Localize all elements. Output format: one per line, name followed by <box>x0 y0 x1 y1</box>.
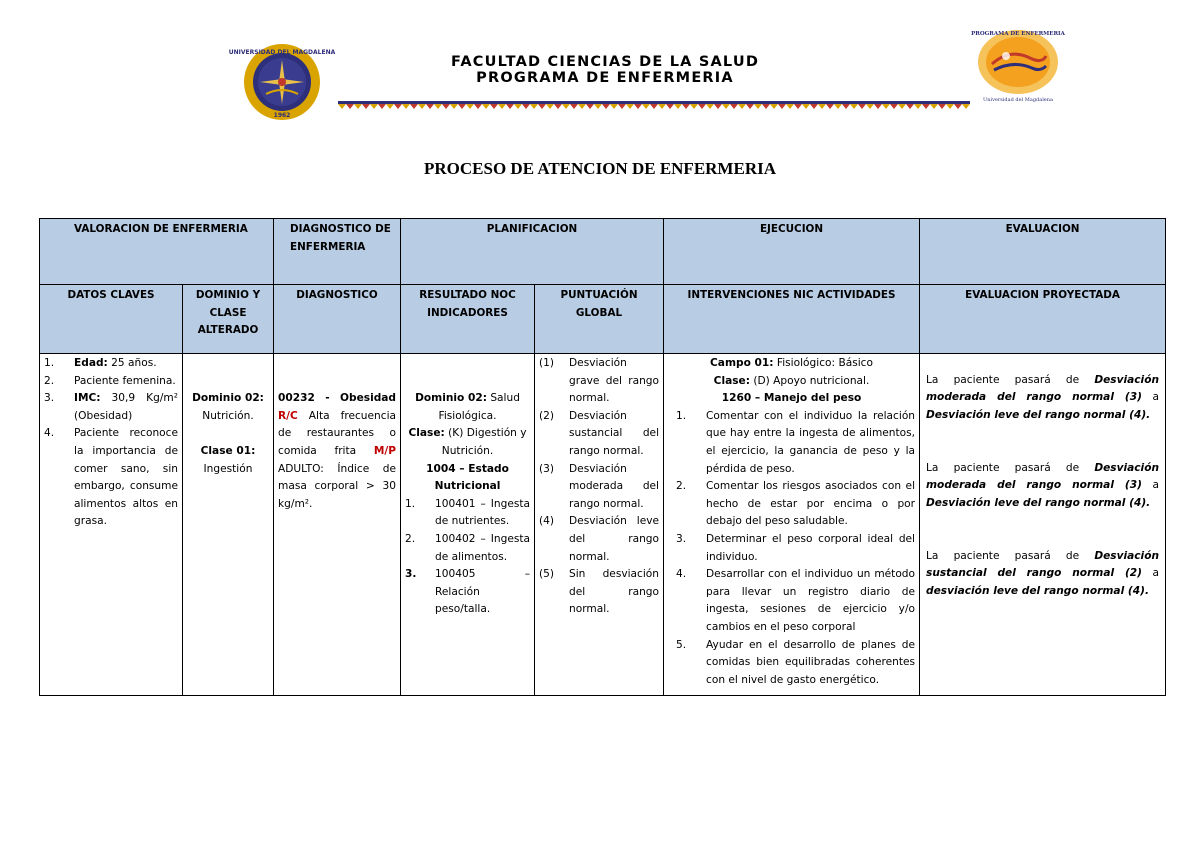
header-title <box>340 54 870 86</box>
list-item: 1. Edad: 25 años. <box>44 357 157 369</box>
list-item: (1) Desviación grave del rango normal. <box>539 357 660 405</box>
evaluacion-proyectada-cell <box>920 354 1166 696</box>
list-item: 4. Desarrollar con el individuo un método para llevar un registro diario de ingesta, sesiones de ejercicio y/o cambios en el peso corporal <box>676 568 916 633</box>
list-item: 1. Comentar con el individuo la relación que hay entre la ingesta de alimentos, el ejercicio, la ganancia de peso y la pérdida de peso. <box>676 409 916 475</box>
header-datos-claves: DATOS CLAVES <box>40 285 183 354</box>
svg-text:Universidad del Magdalena: Universidad del Magdalena <box>983 97 1053 103</box>
header-planificacion: PLANIFICACION <box>401 219 664 285</box>
list-item: (4) Desviación leve del rango normal. <box>539 515 660 563</box>
header-diagnostico-sub: DIAGNOSTICO <box>274 285 401 354</box>
header-puntuacion-global: PUNTUACIÓN GLOBAL <box>535 285 664 354</box>
diagnostico-cell: 00232 - Obesidad R/C Alta frecuencia de restaurantes o comida frita M/P ADULTO: Índice de masa corporal > 30 kg/m². <box>274 354 401 696</box>
universidad-del-magdalena-logo <box>228 42 336 122</box>
intervenciones-nic-cell: Campo 01: Fisiológico: Básico Clase: (D) Apoyo nutricional. 1260 – Manejo del peso 1. Comentar con el individuo la relación que hay entre la ingesta de alimentos, el ejercicio, la ganancia de peso y la pérdida de peso. 2. Comentar los riesgos asociados con el hecho de estar por encima o por debajo del peso saludable. 3. Determinar el peso corporal ideal del individuo. 4. Desarrollar con el individuo un método para llevar un registro diario de ingesta, sesiones de ejercicio y/o cambios en el peso corporal 5. Ayudar en el desarrollo de planes de comidas bien equilibradas coherentes con el nivel de gasto energético. <box>664 354 920 696</box>
header-ejecucion: EJECUCION <box>664 219 920 285</box>
header-valoracion: VALORACION DE ENFERMERIA <box>40 219 274 285</box>
evaluacion-item: La paciente pasará de Desviación moderada del rango normal (3) a Desviación leve del rango normal (4). <box>926 373 1160 421</box>
list-item: (2) Desviación sustancial del rango normal. <box>539 409 660 457</box>
puntuacion-global-cell <box>535 354 664 696</box>
evaluacion-item: La paciente pasará de Desviación moderada del rango normal (3) a Desviación leve del rango normal (4). <box>926 461 1160 509</box>
sub-header-row <box>40 285 1166 354</box>
list-item: 2. Comentar los riesgos asociados con el hecho de estar por encima o por debajo del peso saludable. <box>676 480 916 528</box>
list-item: (3) Desviación moderada del rango normal. <box>539 462 660 510</box>
dominio-clase-cell: Dominio 02: Nutrición. Clase 01: Ingestión <box>183 354 274 696</box>
header-evaluacion: EVALUACION <box>920 219 1166 285</box>
document-title: PROCESO DE ATENCION DE ENFERMERIA <box>423 159 776 178</box>
list-item: (5) Sin desviación del rango normal. <box>539 568 660 616</box>
decorative-divider <box>338 101 970 109</box>
evaluacion-item: La paciente pasará de Desviación sustancial del rango normal (2) a desviación leve del rango normal (4). <box>926 549 1160 597</box>
table-row <box>40 354 1166 696</box>
list-item: 5. Ayudar en el desarrollo de planes de comidas bien equilibradas coherentes con el nivel de gasto energético. <box>676 638 916 686</box>
group-header-row <box>40 219 1166 285</box>
list-item: 3. Determinar el peso corporal ideal del individuo. <box>676 532 916 563</box>
resultado-noc-cell: Dominio 02: Salud Fisiológica. Clase: (K) Digestión y Nutrición. 1004 – Estado Nutricional 1. 100401 – Ingesta de nutrientes. 2. 100402 – Ingesta de alimentos. 3. 100405 – Relación peso/talla. <box>401 354 535 696</box>
header-evaluacion-proyectada: EVALUACION PROYECTADA <box>920 285 1166 354</box>
list-item: 1. 100401 – Ingesta de nutrientes. <box>405 497 531 528</box>
list-item: 3. IMC: 30,9 Kg/m² (Obesidad) <box>44 392 178 422</box>
header-diagnostico: DIAGNOSTICO DE ENFERMERIA <box>274 219 401 285</box>
list-item: 2. 100402 – Ingesta de alimentos. <box>405 532 531 563</box>
svg-text:UNIVERSIDAD DEL MAGDALENA: UNIVERSIDAD DEL MAGDALENA <box>228 49 336 56</box>
datos-claves-cell <box>40 354 183 696</box>
header-intervenciones-nic: INTERVENCIONES NIC ACTIVIDADES <box>664 285 920 354</box>
list-item: 3. 100405 – Relación peso/talla. <box>405 568 531 616</box>
programa-enfermeria-logo <box>970 26 1066 104</box>
list-item: 2. Paciente femenina. <box>44 374 176 387</box>
svg-text:PROGRAMA DE ENFERMERIA: PROGRAMA DE ENFERMERIA <box>971 31 1065 37</box>
svg-text:1962: 1962 <box>273 112 291 119</box>
program-name: PROGRAMA DE ENFERMERIA <box>476 70 734 86</box>
list-item: 4. Paciente reconoce la importancia de comer sano, sin embargo, consume alimentos altos en grasa. <box>44 427 178 528</box>
header-dominio-clase: DOMINIO Y CLASE ALTERADO <box>183 285 274 354</box>
care-process-table <box>39 218 1166 696</box>
header-resultado-noc: RESULTADO NOC INDICADORES <box>401 285 535 354</box>
faculty-name: FACULTAD CIENCIAS DE LA SALUD <box>450 54 760 70</box>
